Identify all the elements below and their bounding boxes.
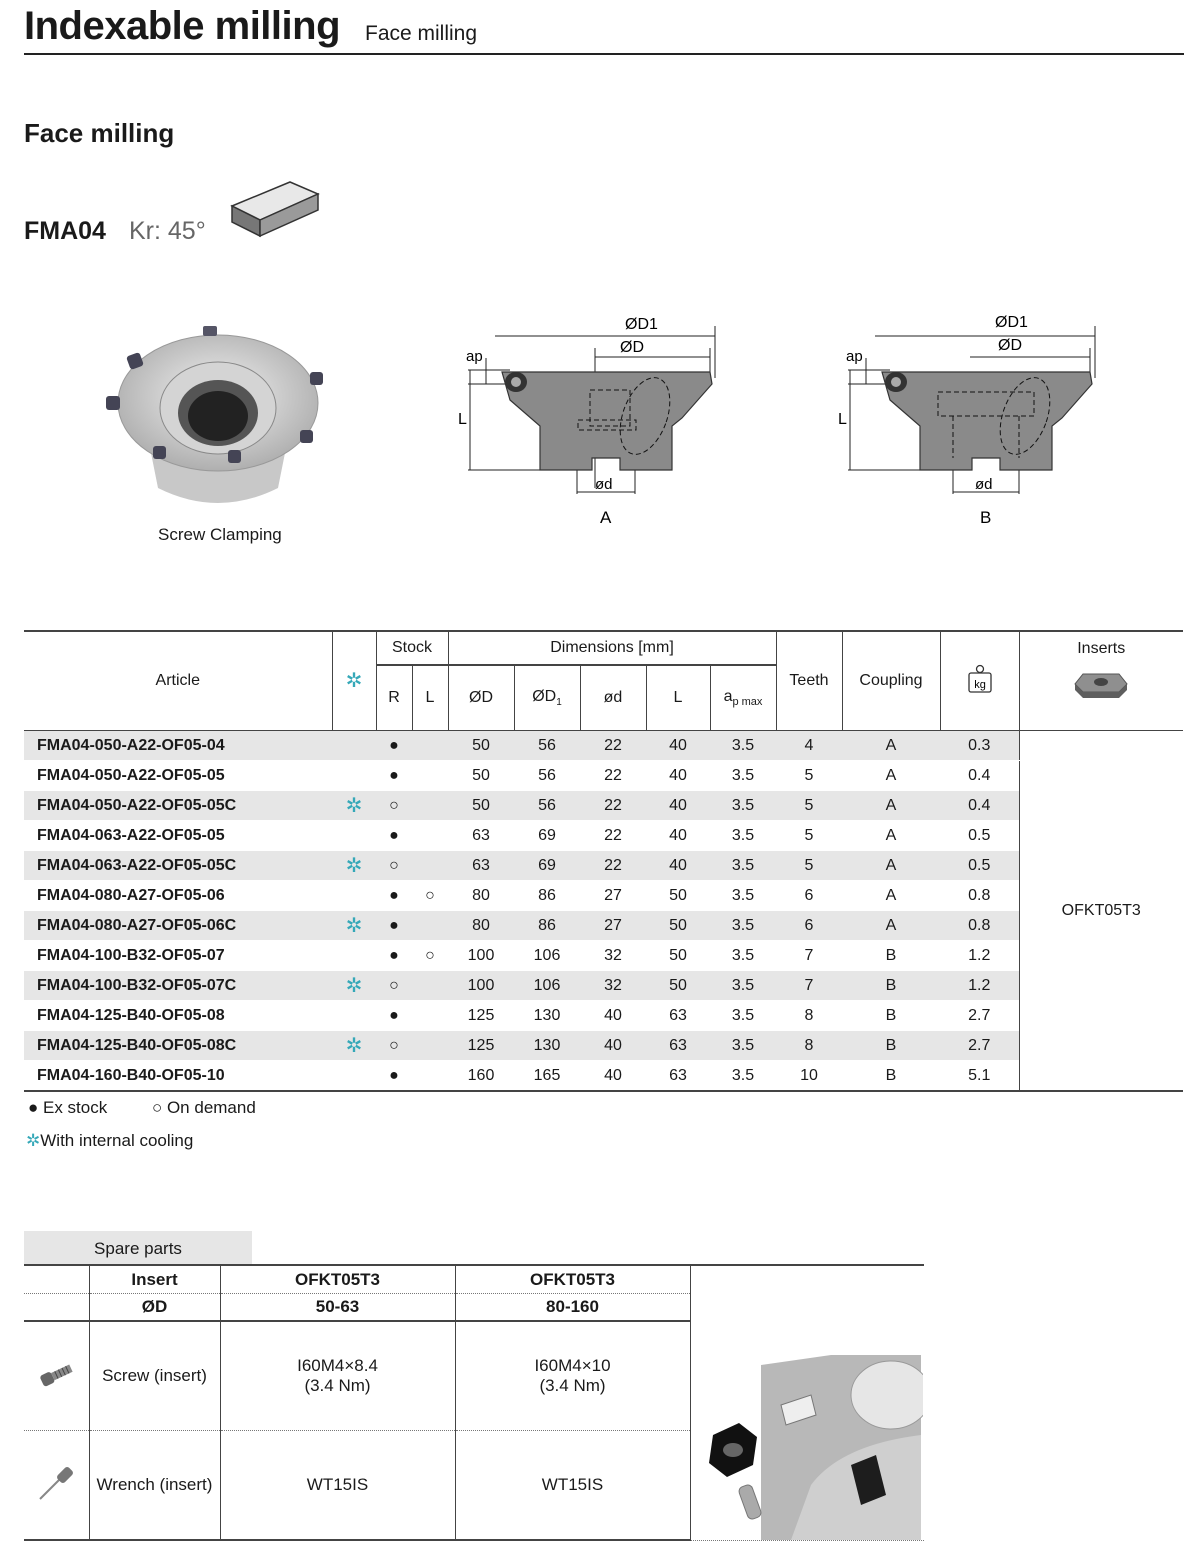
cell-kg: 2.7 — [940, 1001, 1019, 1031]
technical-drawing-b — [820, 308, 1110, 528]
cell-ap: 3.5 — [710, 971, 776, 1001]
header-rule — [24, 53, 1184, 55]
wrench-label: Wrench (insert) — [89, 1431, 220, 1541]
cell-d: 50 — [448, 731, 514, 761]
cell-coupling: A — [842, 881, 940, 911]
cell-article: FMA04-050-A22-OF05-04 — [24, 731, 332, 761]
cell-ap: 3.5 — [710, 881, 776, 911]
cell-d: 100 — [448, 971, 514, 1001]
variant-b-label: B — [980, 508, 992, 527]
cell-article: FMA04-050-A22-OF05-05 — [24, 761, 332, 791]
cell-kg: 1.2 — [940, 941, 1019, 971]
cell-ap: 3.5 — [710, 911, 776, 941]
cell-kg: 0.8 — [940, 881, 1019, 911]
cell-teeth: 8 — [776, 1031, 842, 1061]
table-row — [24, 971, 1183, 1001]
section-title: Face milling — [24, 118, 175, 148]
cell-d1: 130 — [514, 1001, 580, 1031]
small-d-label: ød — [595, 476, 613, 493]
col-od1: $ØD_1$ — [514, 665, 580, 731]
cell-r: ● — [376, 911, 412, 941]
article-table — [24, 630, 1183, 1092]
cell-len: 50 — [646, 881, 710, 911]
cell-d1: 86 — [514, 881, 580, 911]
cell-l — [412, 911, 448, 941]
od-label: ØD — [89, 1294, 220, 1322]
d-label: ØD — [998, 337, 1022, 354]
cell-d: 50 — [448, 791, 514, 821]
d1-label: ØD1 — [995, 314, 1028, 331]
legend-cooling: With internal cooling — [40, 1131, 194, 1150]
cell-sd: 22 — [580, 731, 646, 761]
cell-coupling: A — [842, 851, 940, 881]
cell-l — [412, 1031, 448, 1061]
cell-len: 63 — [646, 1061, 710, 1092]
cell-coupling: B — [842, 1061, 940, 1092]
ap-label: ap — [466, 348, 483, 365]
cell-sd: 27 — [580, 911, 646, 941]
cell-cool — [332, 1061, 376, 1092]
cell-article: FMA04-160-B40-OF05-10 — [24, 1061, 332, 1092]
cell-cool — [332, 731, 376, 761]
cell-kg: 2.7 — [940, 1031, 1019, 1061]
cell-kg: 5.1 — [940, 1061, 1019, 1092]
page-subtitle: Face milling — [365, 22, 478, 45]
cell-teeth: 10 — [776, 1061, 842, 1092]
wrench-col2: WT15IS — [455, 1431, 690, 1541]
cell-coupling: B — [842, 1031, 940, 1061]
l-label: L — [458, 411, 467, 428]
col-article: Article — [24, 631, 332, 731]
cutter-detail-photo — [691, 1325, 923, 1540]
cell-len: 50 — [646, 941, 710, 971]
cell-teeth: 5 — [776, 761, 842, 791]
insert-name-cell: OFKT05T3 — [1019, 731, 1183, 1092]
table-row — [24, 731, 1183, 761]
cell-d1: 106 — [514, 941, 580, 971]
cell-len: 40 — [646, 791, 710, 821]
d1-label: ØD1 — [625, 316, 658, 333]
svg-text:kg: kg — [973, 678, 986, 691]
cell-kg: 0.4 — [940, 761, 1019, 791]
cell-ap: 3.5 — [710, 761, 776, 791]
cell-ap: 3.5 — [710, 1001, 776, 1031]
cell-r: ○ — [376, 851, 412, 881]
spare-parts-table — [24, 1264, 924, 1541]
cell-sd: 22 — [580, 761, 646, 791]
spare-parts-photo — [690, 1265, 924, 1540]
page-title: Indexable milling — [24, 4, 341, 48]
cell-r: ● — [376, 941, 412, 971]
cell-d1: 56 — [514, 791, 580, 821]
cell-l — [412, 851, 448, 881]
cell-kg: 0.8 — [940, 911, 1019, 941]
cell-l — [412, 821, 448, 851]
cell-cool — [332, 821, 376, 851]
stock-legend — [28, 1098, 296, 1118]
col-ap: $a_{p max}$ — [710, 665, 776, 731]
col-od: ØD — [448, 665, 514, 731]
cell-r: ● — [376, 821, 412, 851]
cell-r: ○ — [376, 971, 412, 1001]
cell-r: ● — [376, 881, 412, 911]
cell-d1: 56 — [514, 761, 580, 791]
cell-sd: 22 — [580, 851, 646, 881]
milling-cutter-photo — [98, 318, 338, 518]
table-row — [24, 851, 1183, 881]
screw-cell — [24, 1321, 89, 1431]
cell-coupling: A — [842, 911, 940, 941]
col-small-d: ød — [580, 665, 646, 731]
cell-article: FMA04-080-A27-OF05-06C — [24, 911, 332, 941]
cell-sd: 22 — [580, 821, 646, 851]
cell-article: FMA04-125-B40-OF05-08 — [24, 1001, 332, 1031]
cell-article: FMA04-050-A22-OF05-05C — [24, 791, 332, 821]
cell-sd: 40 — [580, 1061, 646, 1092]
cell-teeth: 7 — [776, 941, 842, 971]
cell-article: FMA04-100-B32-OF05-07C — [24, 971, 332, 1001]
cell-l — [412, 1001, 448, 1031]
col-stock-r: R — [376, 665, 412, 731]
cell-sd: 22 — [580, 791, 646, 821]
cell-teeth: 8 — [776, 1001, 842, 1031]
ap-label: ap — [846, 348, 863, 365]
l-label: L — [838, 411, 847, 428]
cell-d: 63 — [448, 851, 514, 881]
cell-l: ○ — [412, 881, 448, 911]
cell-article: FMA04-063-A22-OF05-05C — [24, 851, 332, 881]
wrench-icon — [34, 1463, 78, 1503]
cell-coupling: A — [842, 821, 940, 851]
cell-teeth: 6 — [776, 911, 842, 941]
cell-cool: ✲ — [332, 911, 376, 941]
cell-kg: 0.3 — [940, 731, 1019, 761]
table-row — [24, 881, 1183, 911]
cell-d: 80 — [448, 911, 514, 941]
col-stock: Stock — [376, 631, 448, 665]
cell-cool: ✲ — [332, 1031, 376, 1061]
cell-len: 63 — [646, 1001, 710, 1031]
cell-d1: 86 — [514, 911, 580, 941]
cooling-legend — [26, 1131, 193, 1151]
cell-cool — [332, 761, 376, 791]
photo-caption: Screw Clamping — [158, 525, 282, 544]
table-row — [24, 821, 1183, 851]
cell-d1: 56 — [514, 731, 580, 761]
insert-icon — [1071, 668, 1131, 704]
table-row — [24, 1031, 1183, 1061]
screw-icon — [36, 1357, 76, 1391]
wrench-col1: WT15IS — [220, 1431, 455, 1541]
col-length: L — [646, 665, 710, 731]
cell-d: 63 — [448, 821, 514, 851]
cell-cool: ✲ — [332, 971, 376, 1001]
wrench-cell — [24, 1431, 89, 1541]
cell-ap: 3.5 — [710, 1061, 776, 1092]
cell-ap: 3.5 — [710, 941, 776, 971]
screw-col1: I60M4×8.4 (3.4 Nm) — [220, 1321, 455, 1431]
col2-insert: OFKT05T3 — [455, 1265, 690, 1294]
table-row — [24, 911, 1183, 941]
cell-teeth: 6 — [776, 881, 842, 911]
col1-insert: OFKT05T3 — [220, 1265, 455, 1294]
cell-d1: 69 — [514, 821, 580, 851]
screw-col2: I60M4×10 (3.4 Nm) — [455, 1321, 690, 1431]
cell-ap: 3.5 — [710, 731, 776, 761]
square-insert-icon — [228, 178, 323, 242]
col-stock-l: L — [412, 665, 448, 731]
col2-range: 80-160 — [455, 1294, 690, 1322]
cell-sd: 27 — [580, 881, 646, 911]
cell-l: ○ — [412, 941, 448, 971]
cell-d1: 165 — [514, 1061, 580, 1092]
cell-r: ● — [376, 1001, 412, 1031]
cell-d: 125 — [448, 1031, 514, 1061]
cell-l — [412, 791, 448, 821]
cell-cool — [332, 941, 376, 971]
table-row — [24, 791, 1183, 821]
cell-r: ○ — [376, 1031, 412, 1061]
cell-len: 50 — [646, 971, 710, 1001]
cell-d1: 69 — [514, 851, 580, 881]
cell-sd: 40 — [580, 1001, 646, 1031]
table-row — [24, 761, 1183, 791]
cell-article: FMA04-063-A22-OF05-05 — [24, 821, 332, 851]
col-teeth: Teeth — [776, 631, 842, 731]
cell-ap: 3.5 — [710, 851, 776, 881]
small-d-label: ød — [975, 476, 993, 493]
cell-d: 125 — [448, 1001, 514, 1031]
cooling-icon: ✲ — [26, 1131, 41, 1150]
table-row — [24, 1001, 1183, 1031]
col-coupling: Coupling — [842, 631, 940, 731]
cell-d: 100 — [448, 941, 514, 971]
cell-len: 40 — [646, 821, 710, 851]
insert-label: Insert — [89, 1265, 220, 1294]
cooling-icon: ✲ — [345, 669, 363, 692]
col-inserts — [1019, 631, 1183, 731]
spare-parts-title: Spare parts — [24, 1231, 252, 1264]
cell-len: 63 — [646, 1031, 710, 1061]
cell-ap: 3.5 — [710, 1031, 776, 1061]
table-row — [24, 941, 1183, 971]
cell-cool — [332, 881, 376, 911]
cell-cool: ✲ — [332, 851, 376, 881]
cell-coupling: B — [842, 1001, 940, 1031]
cell-kg: 0.5 — [940, 821, 1019, 851]
inserts-label: Inserts — [1077, 640, 1126, 657]
cell-coupling: B — [842, 941, 940, 971]
cell-teeth: 7 — [776, 971, 842, 1001]
cell-len: 40 — [646, 731, 710, 761]
cell-cool: ✲ — [332, 791, 376, 821]
weight-icon — [967, 664, 993, 694]
cell-sd: 32 — [580, 971, 646, 1001]
cell-d: 80 — [448, 881, 514, 911]
cell-article: FMA04-080-A27-OF05-06 — [24, 881, 332, 911]
cell-kg: 0.4 — [940, 791, 1019, 821]
cell-r: ○ — [376, 791, 412, 821]
cell-ap: 3.5 — [710, 791, 776, 821]
cell-len: 40 — [646, 851, 710, 881]
cell-r: ● — [376, 761, 412, 791]
cell-sd: 32 — [580, 941, 646, 971]
cell-len: 40 — [646, 761, 710, 791]
cell-teeth: 5 — [776, 851, 842, 881]
col-weight — [940, 631, 1019, 731]
cell-r: ● — [376, 1061, 412, 1092]
col-dimensions: Dimensions [mm] — [448, 631, 776, 665]
table-row — [24, 1061, 1183, 1092]
cell-l — [412, 761, 448, 791]
cell-article: FMA04-125-B40-OF05-08C — [24, 1031, 332, 1061]
cell-d: 50 — [448, 761, 514, 791]
cell-ap: 3.5 — [710, 821, 776, 851]
d-label: ØD — [620, 339, 644, 356]
cell-sd: 40 — [580, 1031, 646, 1061]
cell-coupling: A — [842, 791, 940, 821]
cell-d: 160 — [448, 1061, 514, 1092]
variant-a-label: A — [600, 508, 612, 527]
cell-article: FMA04-100-B32-OF05-07 — [24, 941, 332, 971]
cell-teeth: 5 — [776, 791, 842, 821]
cell-kg: 1.2 — [940, 971, 1019, 1001]
cell-l — [412, 1061, 448, 1092]
cell-l — [412, 731, 448, 761]
cell-coupling: A — [842, 731, 940, 761]
screw-label: Screw (insert) — [89, 1321, 220, 1431]
cell-len: 50 — [646, 911, 710, 941]
cell-teeth: 4 — [776, 731, 842, 761]
cell-d1: 130 — [514, 1031, 580, 1061]
cell-coupling: B — [842, 971, 940, 1001]
technical-drawing-a — [440, 308, 730, 528]
cell-teeth: 5 — [776, 821, 842, 851]
cell-kg: 0.5 — [940, 851, 1019, 881]
legend-on-demand: ○ On demand — [151, 1098, 256, 1117]
col-cooling — [332, 631, 376, 731]
cell-r: ● — [376, 731, 412, 761]
cell-cool — [332, 1001, 376, 1031]
cell-coupling: A — [842, 761, 940, 791]
legend-ex-stock: ● Ex stock — [28, 1098, 108, 1117]
model-name: FMA04 — [24, 217, 106, 245]
col1-range: 50-63 — [220, 1294, 455, 1322]
cell-l — [412, 971, 448, 1001]
cell-d1: 106 — [514, 971, 580, 1001]
kr-angle: Kr: 45° — [129, 217, 206, 245]
